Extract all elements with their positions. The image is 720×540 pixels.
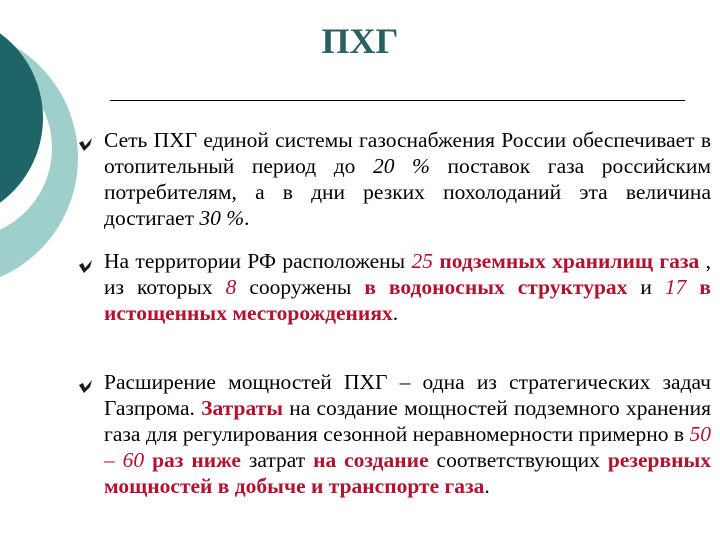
text-segment: на создание мощностей подземного хранения газа для регулирования сезонной неравномерности примерно в	[104, 396, 711, 446]
title-divider	[110, 100, 685, 101]
highlighted-text: 25	[411, 249, 433, 273]
highlighted-text: подземных хранилищ газа	[439, 249, 700, 273]
text-segment: , из которых	[104, 249, 712, 299]
highlighted-text: 8	[225, 275, 237, 299]
slide-title: ПХГ	[321, 21, 399, 61]
highlighted-text: 20 %	[373, 154, 430, 178]
highlighted-text: в истощенных месторождениях	[104, 275, 711, 325]
text-segment: и	[627, 275, 665, 299]
highlighted-text: резервных мощностей в добыче и транспорте газа	[104, 448, 711, 498]
text-segment	[144, 448, 152, 472]
text-segment: .	[484, 474, 490, 498]
checkmark-arrow-icon	[78, 378, 94, 394]
bullet-1-text	[104, 127, 711, 231]
highlighted-text: 30 %	[199, 206, 245, 230]
text-segment: На территории РФ расположены	[104, 249, 412, 273]
highlighted-text: 50 – 60	[104, 422, 711, 472]
text-segment: Расширение мощностей ПХГ – одна из стратегических задач Газпрома.	[104, 370, 711, 420]
highlighted-text: 17	[664, 275, 687, 299]
text-segment: сооружены	[236, 275, 365, 299]
text-segment: Сеть ПХГ единой системы газоснабжения России обеспечивает в отопительный период до	[104, 128, 711, 178]
bullet-2-text	[104, 248, 711, 326]
checkmark-arrow-icon	[78, 258, 94, 274]
text-segment: затрат	[240, 448, 314, 472]
text-segment: .	[244, 206, 250, 230]
text-segment: поставок газа российским потребителям, а в дни резких похолоданий эта величина достигает	[104, 154, 711, 230]
text-segment	[686, 275, 699, 299]
text-segment: соответствующих	[428, 448, 608, 472]
bullet-3-text	[104, 369, 711, 499]
highlighted-text: Затраты	[201, 396, 283, 420]
checkmark-arrow-icon	[78, 136, 94, 152]
highlighted-text: на создание	[313, 448, 429, 472]
highlighted-text: раз ниже	[152, 448, 241, 472]
highlighted-text: в водоносных структурах	[364, 275, 628, 299]
text-segment: .	[392, 301, 399, 325]
